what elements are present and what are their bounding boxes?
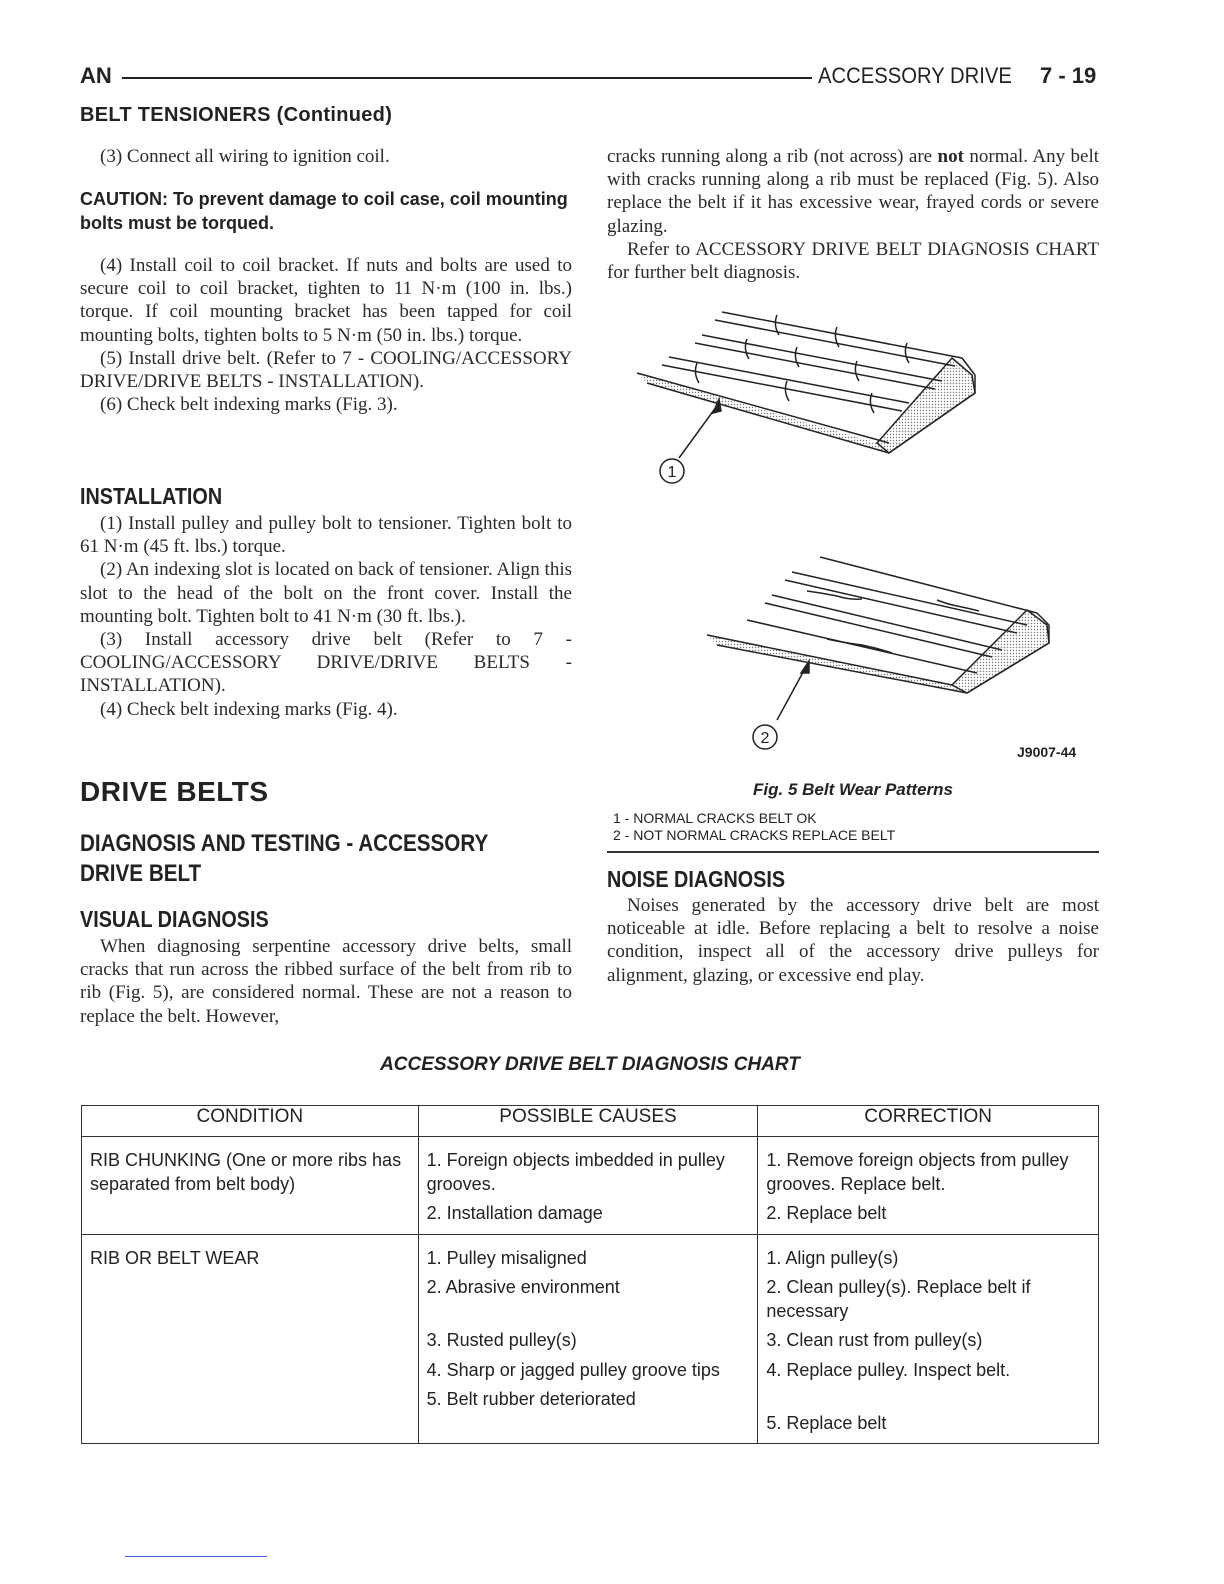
legend-item-2: 2 - NOT NORMAL CRACKS REPLACE BELT (613, 827, 896, 843)
drive-belts-heading: DRIVE BELTS (80, 776, 269, 807)
callout-2-circle (753, 725, 777, 749)
table-row (82, 1137, 1099, 1235)
installation-steps (80, 512, 572, 721)
visual-diagnosis-heading: VISUAL DIAGNOSIS (80, 906, 269, 932)
correction-cell: 1. Align pulley(s) 2. Clean pulley(s). Replace belt if necessary 3. Clean rust from pulley(s) 4. Replace pulley. Inspect belt. 5. Replace belt (758, 1234, 1099, 1444)
diagnosis-testing-heading: DIAGNOSIS AND TESTING - ACCESSORY DRIVE BELT (80, 830, 489, 887)
figure-caption: Fig. 5 Belt Wear Patterns (753, 780, 953, 799)
noise-diagnosis-text: Noises generated by the accessory drive belt are most noticeable at idle. Before replacing a belt to resolve a noise condition, inspect all of the accessory drive pulleys for alignment, glazing, or excessive end play. (607, 895, 1099, 986)
figure-legend (613, 810, 895, 844)
diagnosis-chart-table (81, 1105, 1099, 1444)
header-manual-code: AN (80, 63, 112, 88)
table-row (82, 1234, 1099, 1444)
callout-1-circle (660, 459, 684, 483)
causes-cell: 1. Pulley misaligned 2. Abrasive environment 3. Rusted pulley(s) 4. Sharp or jagged pulley groove tips 5. Belt rubber deteriorated (418, 1234, 758, 1444)
column-header-causes: POSSIBLE CAUSES (418, 1106, 758, 1137)
step-6: (6) Check belt indexing marks (Fig. 3). (100, 394, 398, 416)
causes-cell: 1. Foreign objects imbedded in pulley grooves. 2. Installation damage (418, 1137, 758, 1235)
installation-heading: INSTALLATION (80, 483, 223, 509)
step-3: (3) Connect all wiring to ignition coil. (100, 146, 390, 167)
correction-cell: 1. Remove foreign objects from pulley grooves. Replace belt. 2. Replace belt (758, 1137, 1099, 1235)
legend-item-1: 1 - NORMAL CRACKS BELT OK (613, 810, 817, 826)
svg-text:1: 1 (667, 464, 677, 481)
continued-heading: BELT TENSIONERS (Continued) (80, 104, 393, 126)
install-step-1: (1) Install pulley and pulley bolt to tensioner. Tighten bolt to 61 N·m (45 ft. lbs.) torque. (80, 513, 572, 558)
refer-chart-text: Refer to ACCESSORY DRIVE BELT DIAGNOSIS CHART for further belt diagnosis. (607, 238, 1099, 284)
svg-text:2: 2 (760, 730, 770, 747)
install-step-4: (4) Check belt indexing marks (Fig. 4). (100, 698, 398, 720)
header-page-number: 7 - 19 (1040, 63, 1097, 88)
footer-mark (125, 1556, 267, 1557)
normal-belt-illustration (637, 312, 975, 458)
condition-cell: RIB CHUNKING (One or more ribs has separated from belt body) (82, 1137, 419, 1235)
header-rule (122, 77, 812, 79)
legend-rule (607, 851, 1099, 853)
column-header-correction: CORRECTION (758, 1106, 1099, 1137)
condition-cell: RIB OR BELT WEAR (82, 1234, 419, 1444)
belt-wear-figure (607, 295, 1099, 775)
install-step-2: (2) An indexing slot is located on back of tensioner. Align this slot to the head of the bolt on the front cover. Install the mounting bolt. Tighten bolt to 41 N·m (30 ft. lbs.). (80, 559, 572, 627)
step-4: (4) Install coil to coil bracket. If nuts and bolts are used to secure coil to coil bracket, tighten to 11 N·m (100 in. lbs.) torque. If coil mounting bracket has been tapped for coil mounting bolts, tighten bolts to 5 N·m (50 in. lbs.) torque. (80, 255, 572, 346)
damaged-belt-illustration (707, 557, 1049, 720)
visual-diagnosis-continued: cracks running along a rib (not across) are not normal. Any belt with cracks running along a rib must be replaced (Fig. 5). Also replace the belt if it has excessive wear, frayed cords or severe glazing. Refer to ACCESSORY DRIVE BELT DIAGNOSIS CHART for further belt diagnosis. (607, 146, 1100, 284)
figure-code: J9007-44 (1017, 744, 1077, 760)
visual-diagnosis-text: When diagnosing serpentine accessory drive belts, small cracks that run across the ribbed surface of the belt from rib to rib (Fig. 5), are considered normal. These are not a reason to replace the belt. However, (80, 936, 572, 1027)
table-header-row (82, 1106, 1099, 1137)
column-header-condition: CONDITION (82, 1106, 419, 1137)
chart-title: ACCESSORY DRIVE BELT DIAGNOSIS CHART (380, 1054, 800, 1075)
noise-diagnosis-heading: NOISE DIAGNOSIS (607, 866, 786, 892)
caution-note: CAUTION: To prevent damage to coil case, coil mounting bolts must be torqued. (80, 189, 568, 233)
tensioner-steps (80, 254, 572, 416)
header-section-title: ACCESSORY DRIVE (818, 63, 1012, 88)
install-step-3: (3) Install accessory drive belt (Refer to 7 - COOLING/ACCESSORY DRIVE/DRIVE BELTS - INSTALLATION). (80, 629, 572, 697)
step-5: (5) Install drive belt. (Refer to 7 - COOLING/ACCESSORY DRIVE/DRIVE BELTS - INSTALLATION). (80, 347, 572, 393)
